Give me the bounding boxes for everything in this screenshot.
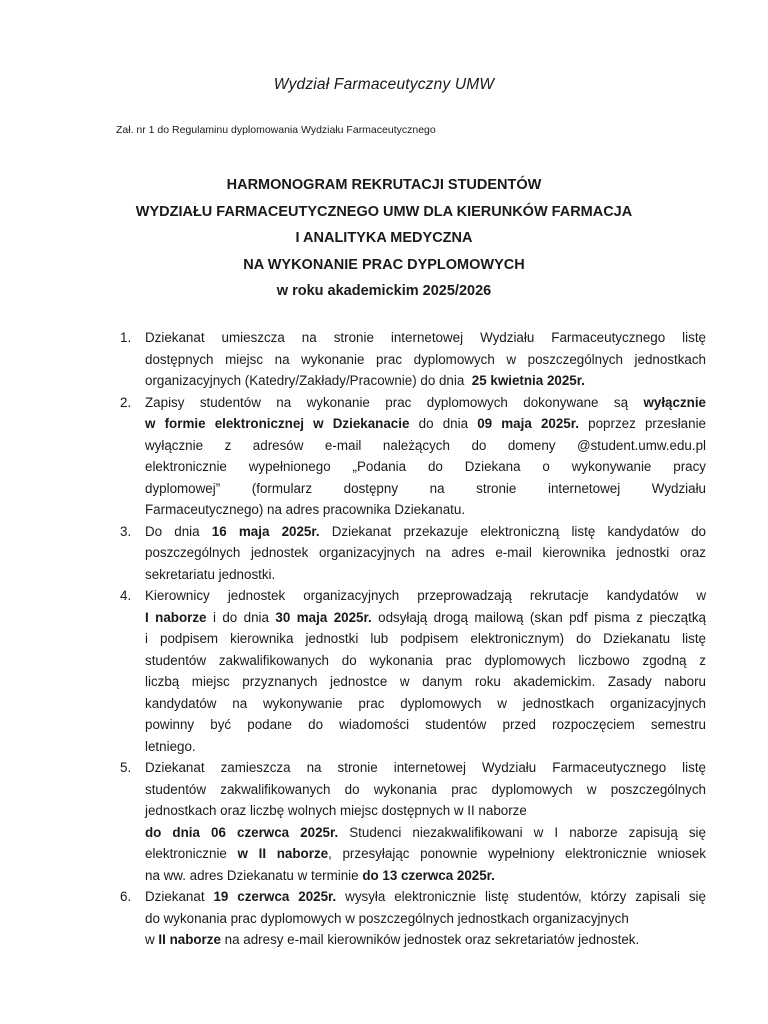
deadline-date: do 13 czerwca 2025r. (362, 867, 495, 883)
emphasis-text: wyłącznie (643, 394, 706, 410)
title-line-4: NA WYKONANIE PRAC DYPLOMOWYCH (243, 256, 525, 273)
item-line: letniego. (145, 738, 196, 754)
item-number: 3. (120, 523, 132, 539)
item-number: 6. (120, 889, 132, 904)
emphasis-text: w formie elektronicznej w Dziekanacie (145, 416, 410, 431)
faculty-name: Wydział Farmaceutyczny UMW (273, 76, 495, 93)
emphasis-text: II naborze (158, 932, 221, 947)
item-line (145, 886, 706, 908)
item-line: studentów zakwalifikowanych do wykonania prac dyplomowych liczbowo zgodną z (145, 652, 706, 668)
item-text: Do dnia (145, 523, 200, 539)
item-line: kandydatów na wykonywanie prac dyplomowych w jednostkach organizacyjnych (145, 695, 706, 711)
item-line: dyplomowej” (formularz dostępny na stronie internetowej Wydziału (145, 480, 706, 496)
deadline-date: do dnia 06 czerwca 2025r. (145, 824, 339, 840)
item-line (145, 843, 706, 865)
deadline-date: 30 maja 2025r. (275, 609, 372, 625)
item-text: organizacyjnych (Katedry/Zakłady/Pracownie) do dnia (145, 373, 465, 388)
item-text: i do dnia (212, 609, 269, 625)
item-line (145, 392, 706, 414)
item-text: , przesyłając ponownie wypełniony elektronicznie wniosek (328, 846, 706, 861)
item-text: na adresy e-mail kierowników jednostek oraz sekretariatów jednostek. (224, 932, 640, 947)
title-line-1: HARMONOGRAM REKRUTACJI STUDENTÓW (226, 177, 542, 193)
schedule-item-3 (118, 521, 706, 586)
deadline-date: 09 maja 2025r. (477, 416, 579, 431)
document-title (0, 172, 768, 305)
item-line (145, 929, 706, 951)
item-text: w (145, 932, 155, 947)
deadline-date: 25 kwietnia 2025r. (471, 373, 585, 388)
item-text: poprzez przesłanie (588, 416, 706, 431)
item-number: 5. (120, 760, 132, 775)
schedule-list (118, 327, 706, 951)
title-line-2: WYDZIAŁU FARMACEUTYCZNEGO UMW DLA KIERUNKÓW FARMACJA (135, 203, 633, 220)
item-text: odsyłają drogą mailową (skan pdf pisma z pieczątką (378, 609, 706, 625)
item-line: Kierownicy jednostek organizacyjnych przeprowadzają rekrutacje kandydatów w (145, 588, 706, 603)
item-line: elektronicznie wypełnionego „Podania do Dziekana o wykonywanie pracy (145, 459, 706, 474)
item-text: Dziekanat przekazuje elektroniczną listę kandydatów do (331, 523, 706, 539)
item-text: na ww. adres Dziekanatu w terminie (145, 867, 359, 883)
item-number: 1. (120, 330, 132, 345)
item-line: i podpisem kierownika jednostki lub podpisem elektronicznym) do Dziekanatu listę (145, 631, 706, 646)
item-line (145, 521, 706, 543)
deadline-date: 16 maja 2025r. (211, 523, 320, 539)
schedule-item-6 (118, 886, 706, 951)
item-text: Dziekanat (145, 889, 205, 904)
item-number: 4. (120, 588, 132, 603)
item-line: wyłącznie z adresów e-mail należących do domeny @student.umw.edu.pl (145, 437, 706, 453)
title-line-5: w roku akademickim 2025/2026 (276, 283, 492, 299)
item-line: do wykonania prac dyplomowych w poszczególnych jednostkach organizacyjnych (145, 910, 629, 926)
item-line (145, 822, 706, 844)
deadline-date: 19 czerwca 2025r. (213, 889, 337, 904)
attachment-note: Zał. nr 1 do Regulaminu dyplomowania Wydziału Farmaceutycznego (116, 124, 436, 136)
item-text: wysyła elektronicznie listę studentów, którzy zapisali się (345, 889, 706, 904)
item-line: liczbą miejsc przyznanych jednostce w danym roku akademickim. Zasady naboru (145, 674, 706, 689)
item-line: studentów zakwalifikowanych do wykonania prac dyplomowych w poszczególnych (145, 781, 706, 797)
item-line (145, 413, 706, 435)
item-line: dostępnych miejsc na wykonanie prac dyplomowych w poszczególnych jednostkach (145, 351, 706, 367)
item-line: poszczególnych jednostek organizacyjnych na adres e-mail kierownika jednostki oraz (145, 545, 706, 560)
item-line (145, 607, 706, 629)
item-text: elektronicznie (145, 846, 227, 861)
item-line: Dziekanat zamieszcza na stronie internetowej Wydziału Farmaceutycznego listę (145, 760, 706, 775)
schedule-item-4 (118, 585, 706, 757)
item-line: Dziekanat umieszcza na stronie internetowej Wydziału Farmaceutycznego listę (145, 330, 706, 345)
schedule-item-5 (118, 757, 706, 886)
item-line: jednostkach oraz liczbę wolnych miejsc dostępnych w II naborze (145, 803, 527, 818)
schedule-item-1 (118, 327, 706, 392)
item-text: Zapisy studentów na wykonanie prac dyplomowych dokonywane są (145, 394, 629, 410)
item-text: do dnia (418, 416, 469, 431)
item-line: sekretariatu jednostki. (145, 566, 276, 582)
emphasis-text: w II naborze (237, 846, 329, 861)
item-line (145, 370, 706, 392)
item-line: Farmaceutycznego) na adres pracownika Dziekanatu. (145, 502, 466, 517)
item-text: Studenci niezakwalifikowani w I naborze zapisują się (349, 824, 706, 840)
item-line (145, 865, 706, 887)
emphasis-text: I naborze (145, 609, 207, 625)
item-line: powinny być podane do wiadomości studentów przed rozpoczęciem semestru (145, 717, 706, 732)
item-number: 2. (120, 394, 132, 410)
title-line-3: I ANALITYKA MEDYCZNA (295, 230, 473, 246)
schedule-item-2 (118, 392, 706, 521)
